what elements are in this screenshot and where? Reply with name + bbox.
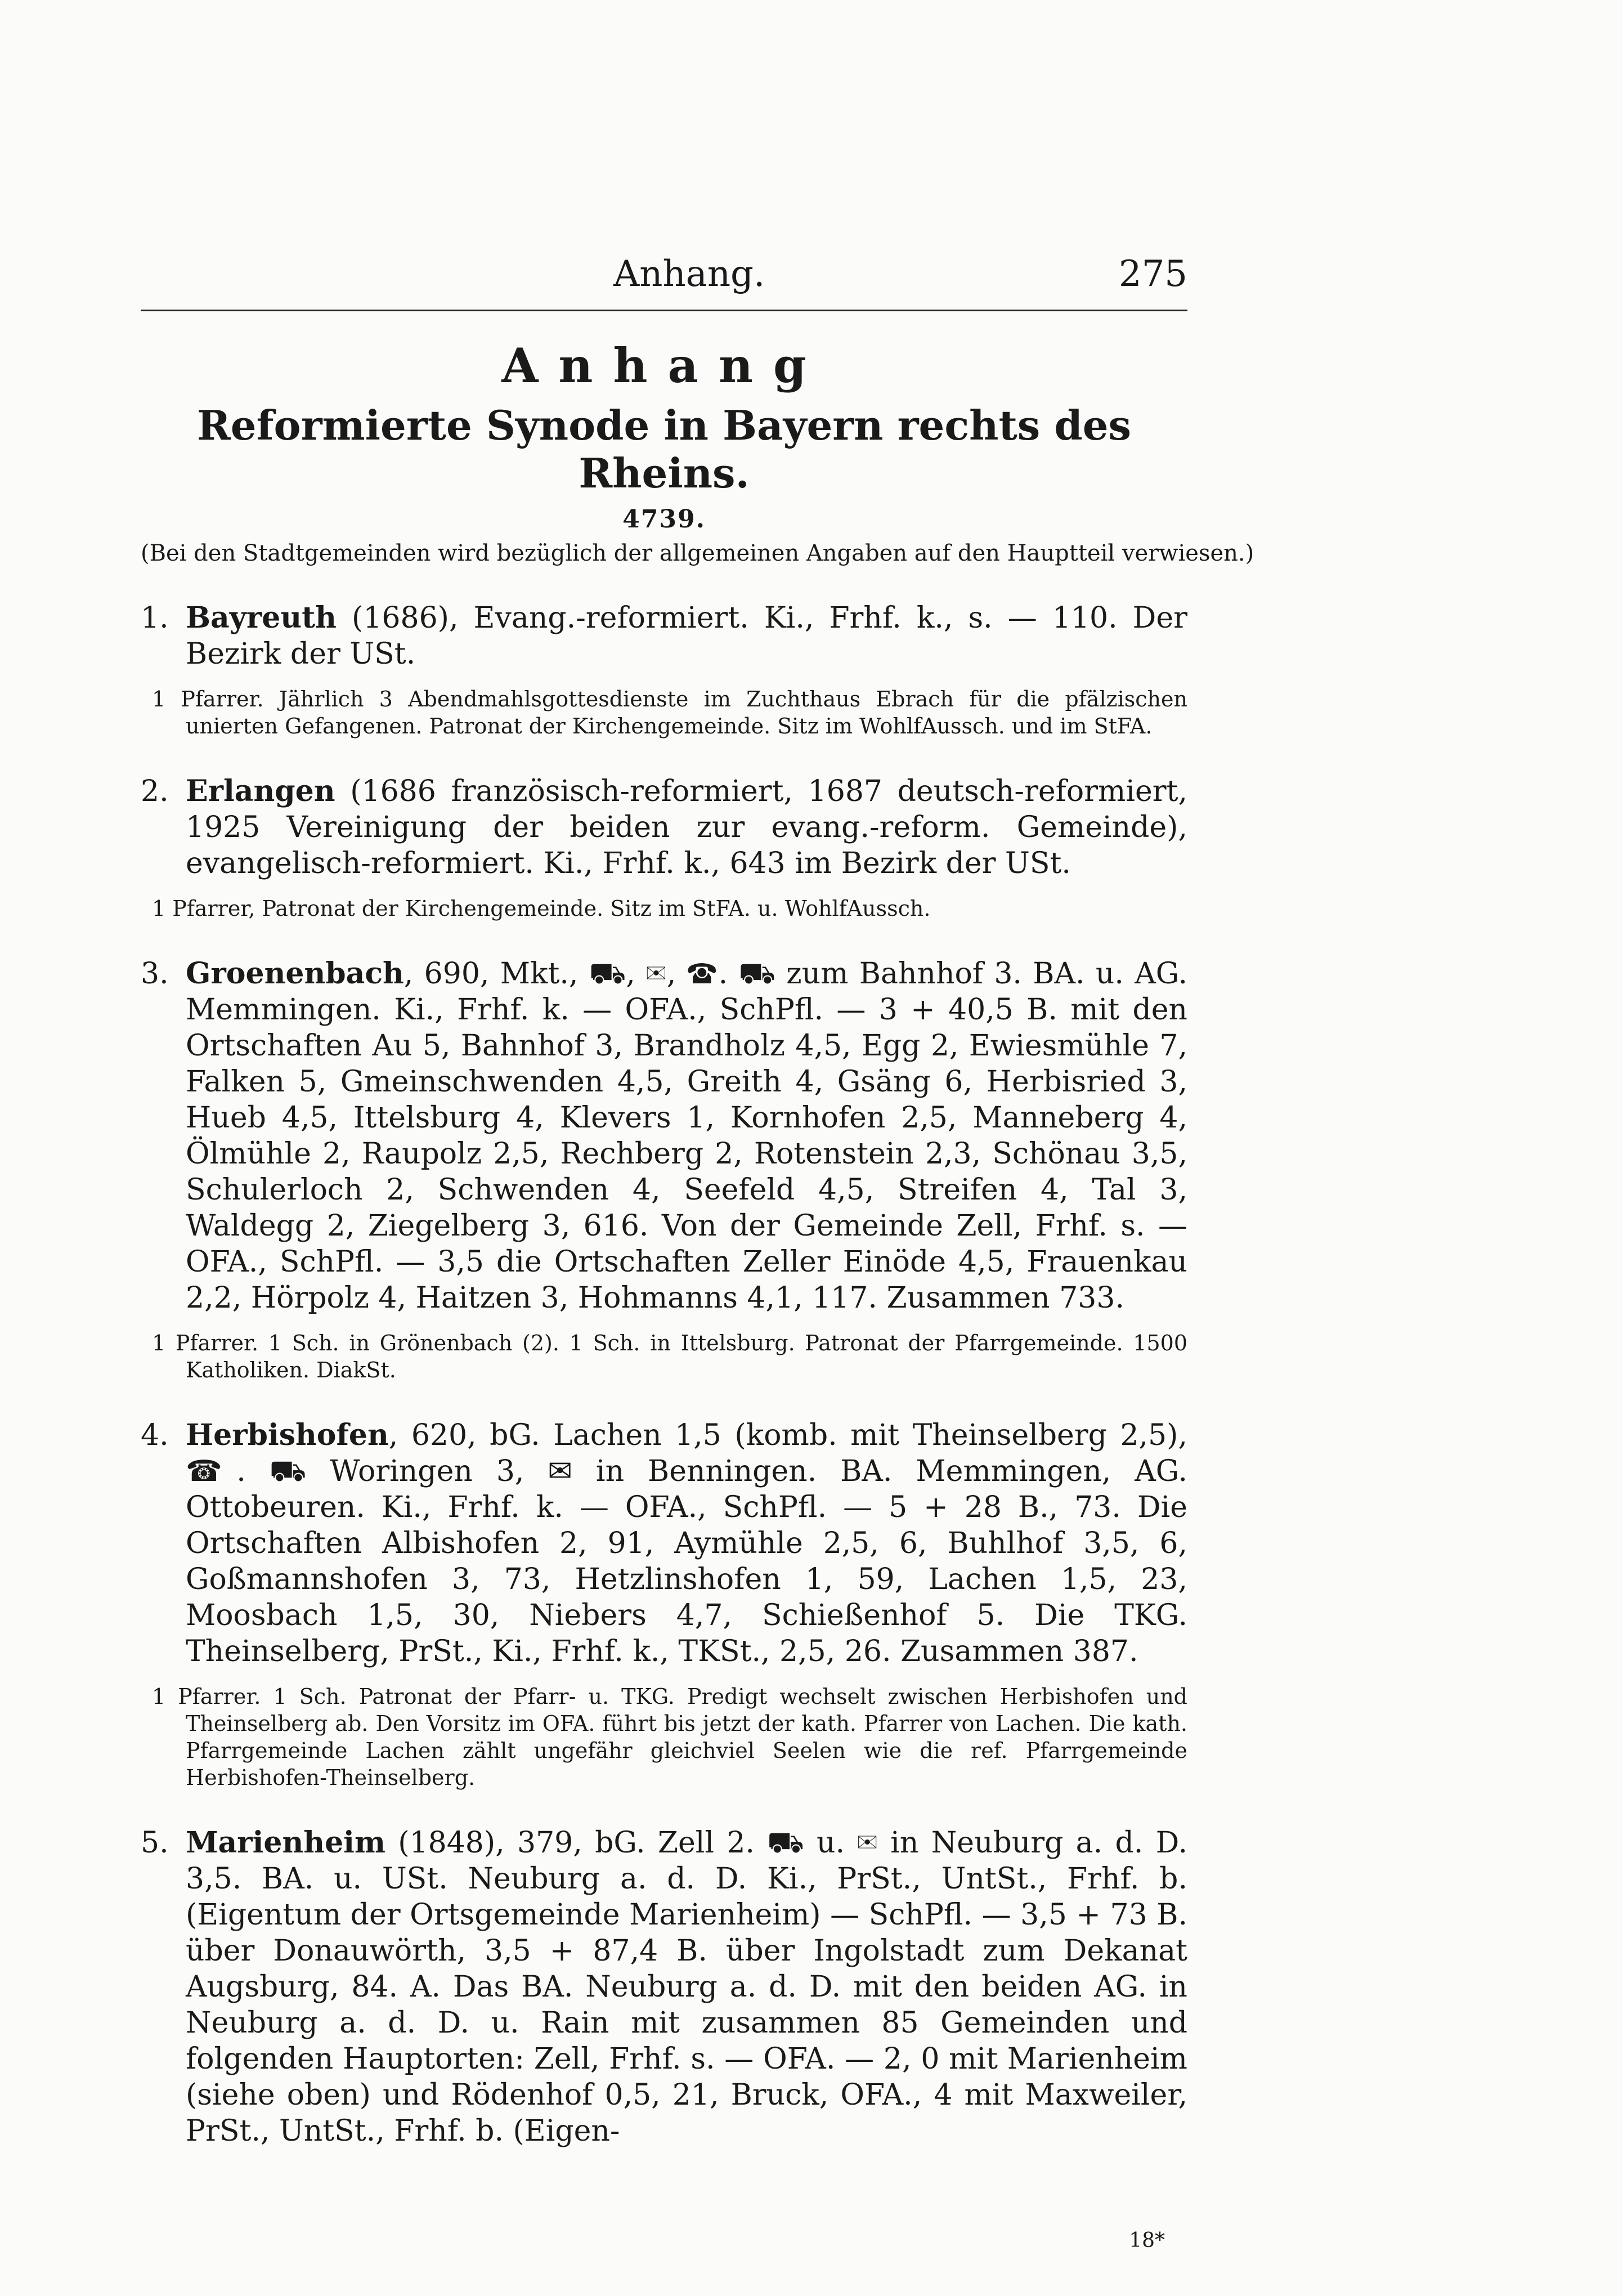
entry-bayreuth [141, 600, 1187, 672]
entry-text: (1848), 379, bG. Zell 2. ⛟ u. ✉ in Neuburg a. d. D. 3,5. BA. u. USt. Neuburg a. d. D. Ki., PrSt., UntSt., Frhf. b. (Eigentum der Ortsgemeinde Marienheim) — SchPfl. — 3,5 + 73 B. über Donauwörth, 3,5 + 87,4 B. über Ingolstadt zum Dekanat Augsburg, 84. A. Das BA. Neuburg a. d. D. mit den beiden AG. in Neuburg a. d. D. u. Rain mit zusammen 85 Gemeinden und folgenden Hauptorten: Zell, Frhf. s. — OFA. — 2, 0 mit Marienheim (siehe oben) und Rödenhof 0,5, 21, Bruck, OFA., 4 mit Maxweiler, PrSt., UntSt., Frhf. b. (Eigen- [186, 1826, 1187, 2148]
entry-place: Marienheim [186, 1825, 385, 1860]
entry-groenenbach [141, 956, 1187, 1316]
entry-text: (1686), Evang.-reformiert. Ki., Frhf. k., s. — 110. Der Bezirk der USt. [186, 601, 1187, 671]
section-code: 4739. [622, 505, 706, 534]
entry-note: 1 Pfarrer. Jährlich 3 Abendmahlsgottesdienste im Zuchthaus Ebrach für die pfälzischen unierten Gefangenen. Patronat der Kirchengemeinde. Sitz im WohlfAussch. und im StFA. [152, 687, 1187, 739]
entry-number: 1. [141, 601, 169, 635]
entry-erlangen [141, 773, 1187, 881]
entry-place: Herbishofen [186, 1418, 389, 1452]
running-head [141, 248, 1187, 310]
entry-text: (1686 französisch-reformiert, 1687 deutsch-reformiert, 1925 Vereinigung der beiden zur evang.-reform. Gemeinde), evangelisch-reformiert. Ki., Frhf. k., 643 im Bezirk der USt. [186, 775, 1187, 880]
page-number: 275 [1118, 253, 1187, 295]
entry-note: 1 Pfarrer. 1 Sch. in Grönenbach (2). 1 Sch. in Ittelsburg. Patronat der Pfarrgemeinde. 1500 Katholiken. DiakSt. [152, 1331, 1187, 1382]
section-subheading: Reformierte Synode in Bayern rechts des Rheins. [196, 401, 1132, 497]
entry-number: 4. [141, 1418, 169, 1452]
entry-number: 2. [141, 775, 169, 808]
entry-number: 3. [141, 957, 169, 991]
entry-place: Groenenbach [186, 956, 404, 991]
signature-mark: 18* [1129, 2229, 1165, 2252]
entry-herbishofen [141, 1417, 1187, 1670]
entry-marienheim [141, 1825, 1187, 2149]
entry-text: , 690, Mkt., ⛟, ✉, ☎. ⛟ zum Bahnhof 3. BA. u. AG. Memmingen. Ki., Frhf. k. — OFA., SchPfl. — 3 + 40,5 B. mit den Ortschaften Au 5, Bahnhof 3, Brandholz 4,5, Egg 2, Ewiesmühle 7, Falken 5, Gmeinschwenden 4,5, Greith 4, Gsäng 6, Herbisried 3, Hueb 4,5, Ittelsburg 4, Klevers 1, Kornhofen 2,5, Manneberg 4, Ölmühle 2, Raupolz 2,5, Rechberg 2, Rotenstein 2,3, Schönau 3,5, Schulerloch 2, Schwenden 4, Seefeld 4,5, Streifen 4, Tal 3, Waldegg 2, Ziegelberg 3, 616. Von der Gemeinde Zell, Frhf. s. — OFA., SchPfl. — 3,5 die Ortschaften Zeller Einöde 4,5, Frauenkau 2,2, Hörpolz 4, Haitzen 3, Hohmanns 4,1, 117. Zusammen 733. [186, 957, 1187, 1315]
intro-note: (Bei den Stadtgemeinden wird bezüglich der allgemeinen Angaben auf den Hauptteil verwiesen.) [141, 540, 1254, 566]
section-heading: Anhang [501, 338, 827, 393]
entry-note: 1 Pfarrer. 1 Sch. Patronat der Pfarr- u. TKG. Predigt wechselt zwischen Herbishofen und Theinselberg ab. Den Vorsitz im OFA. führt bis jetzt der kath. Pfarrer von Lachen. Die kath. Pfarrgemeinde Lachen zählt ungefähr gleichviel Seelen wie die ref. Pfarrgemeinde Herbishofen-Theinselberg. [152, 1684, 1187, 1790]
entry-note: 1 Pfarrer, Patronat der Kirchengemeinde. Sitz im StFA. u. WohlfAussch. [152, 896, 931, 921]
entry-place: Bayreuth [186, 601, 337, 635]
running-head-title: Anhang. [613, 253, 765, 295]
header-rule [141, 310, 1187, 311]
entry-number: 5. [141, 1826, 169, 1860]
entry-text: , 620, bG. Lachen 1,5 (komb. mit Theinselberg 2,5), ☎. ⛟ Woringen 3, ✉ in Benningen. BA. Memmingen, AG. Ottobeuren. Ki., Frhf. k. — OFA., SchPfl. — 5 + 28 B., 73. Die Ortschaften Albishofen 2, 91, Aymühle 2,5, 6, Buhlhof 3,5, 6, Goßmannshofen 3, 73, Hetzlinshofen 1, 59, Lachen 1,5, 23, Moosbach 1,5, 30, Niebers 4,7, Schießenhof 5. Die TKG. Theinselberg, PrSt., Ki., Frhf. k., TKSt., 2,5, 26. Zusammen 387. [186, 1418, 1187, 1668]
page [141, 248, 1254, 2252]
entry-place: Erlangen [186, 774, 335, 808]
